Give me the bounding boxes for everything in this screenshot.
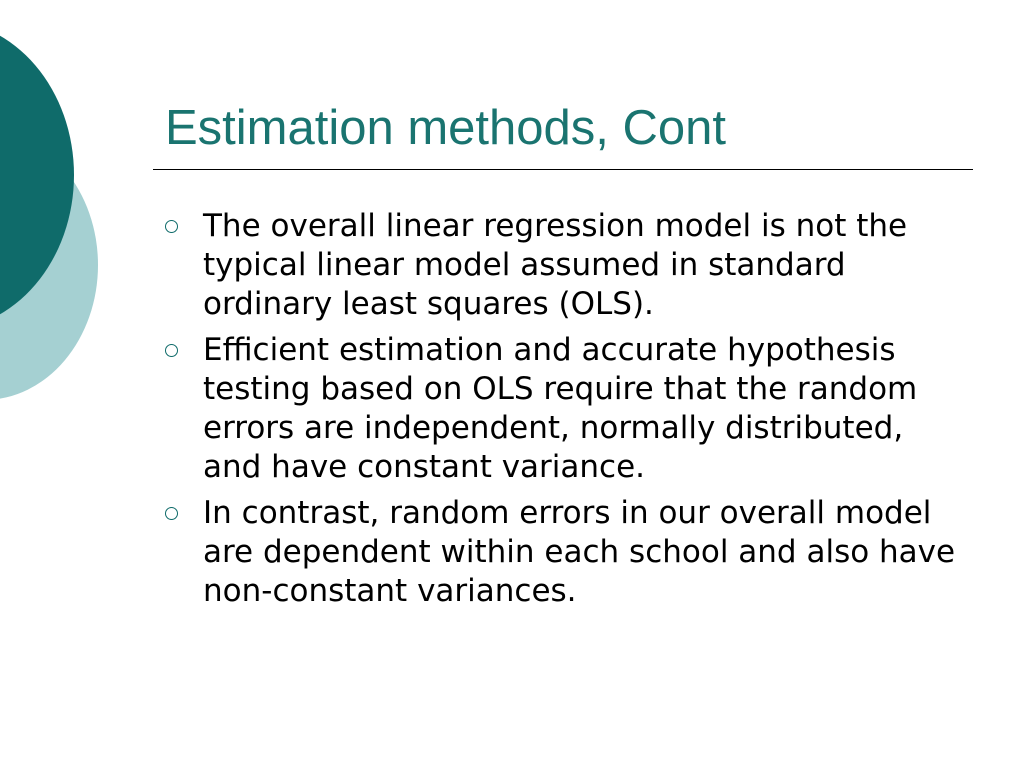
bullet-text: Efficient estimation and accurate hypothesis testing based on OLS require that the random errors are independent, normally distributed, and have constant variance. — [203, 332, 918, 485]
bullet-text: The overall linear regression model is not the typical linear model assumed in standard ordinary least squares (OLS). — [203, 208, 908, 322]
slide-title: Estimation methods, Cont — [165, 101, 727, 155]
bullet-item — [165, 207, 965, 324]
hollow-circle-bullet-icon — [165, 344, 178, 357]
bullet-list — [165, 207, 965, 618]
bullet-text: In contrast, random errors in our overall model are dependent within each school and also have non-constant variances. — [203, 495, 956, 609]
hollow-circle-bullet-icon — [165, 507, 178, 520]
hollow-circle-bullet-icon — [165, 220, 178, 233]
bullet-item — [165, 494, 965, 611]
title-divider — [153, 169, 973, 170]
bullet-item — [165, 331, 965, 487]
